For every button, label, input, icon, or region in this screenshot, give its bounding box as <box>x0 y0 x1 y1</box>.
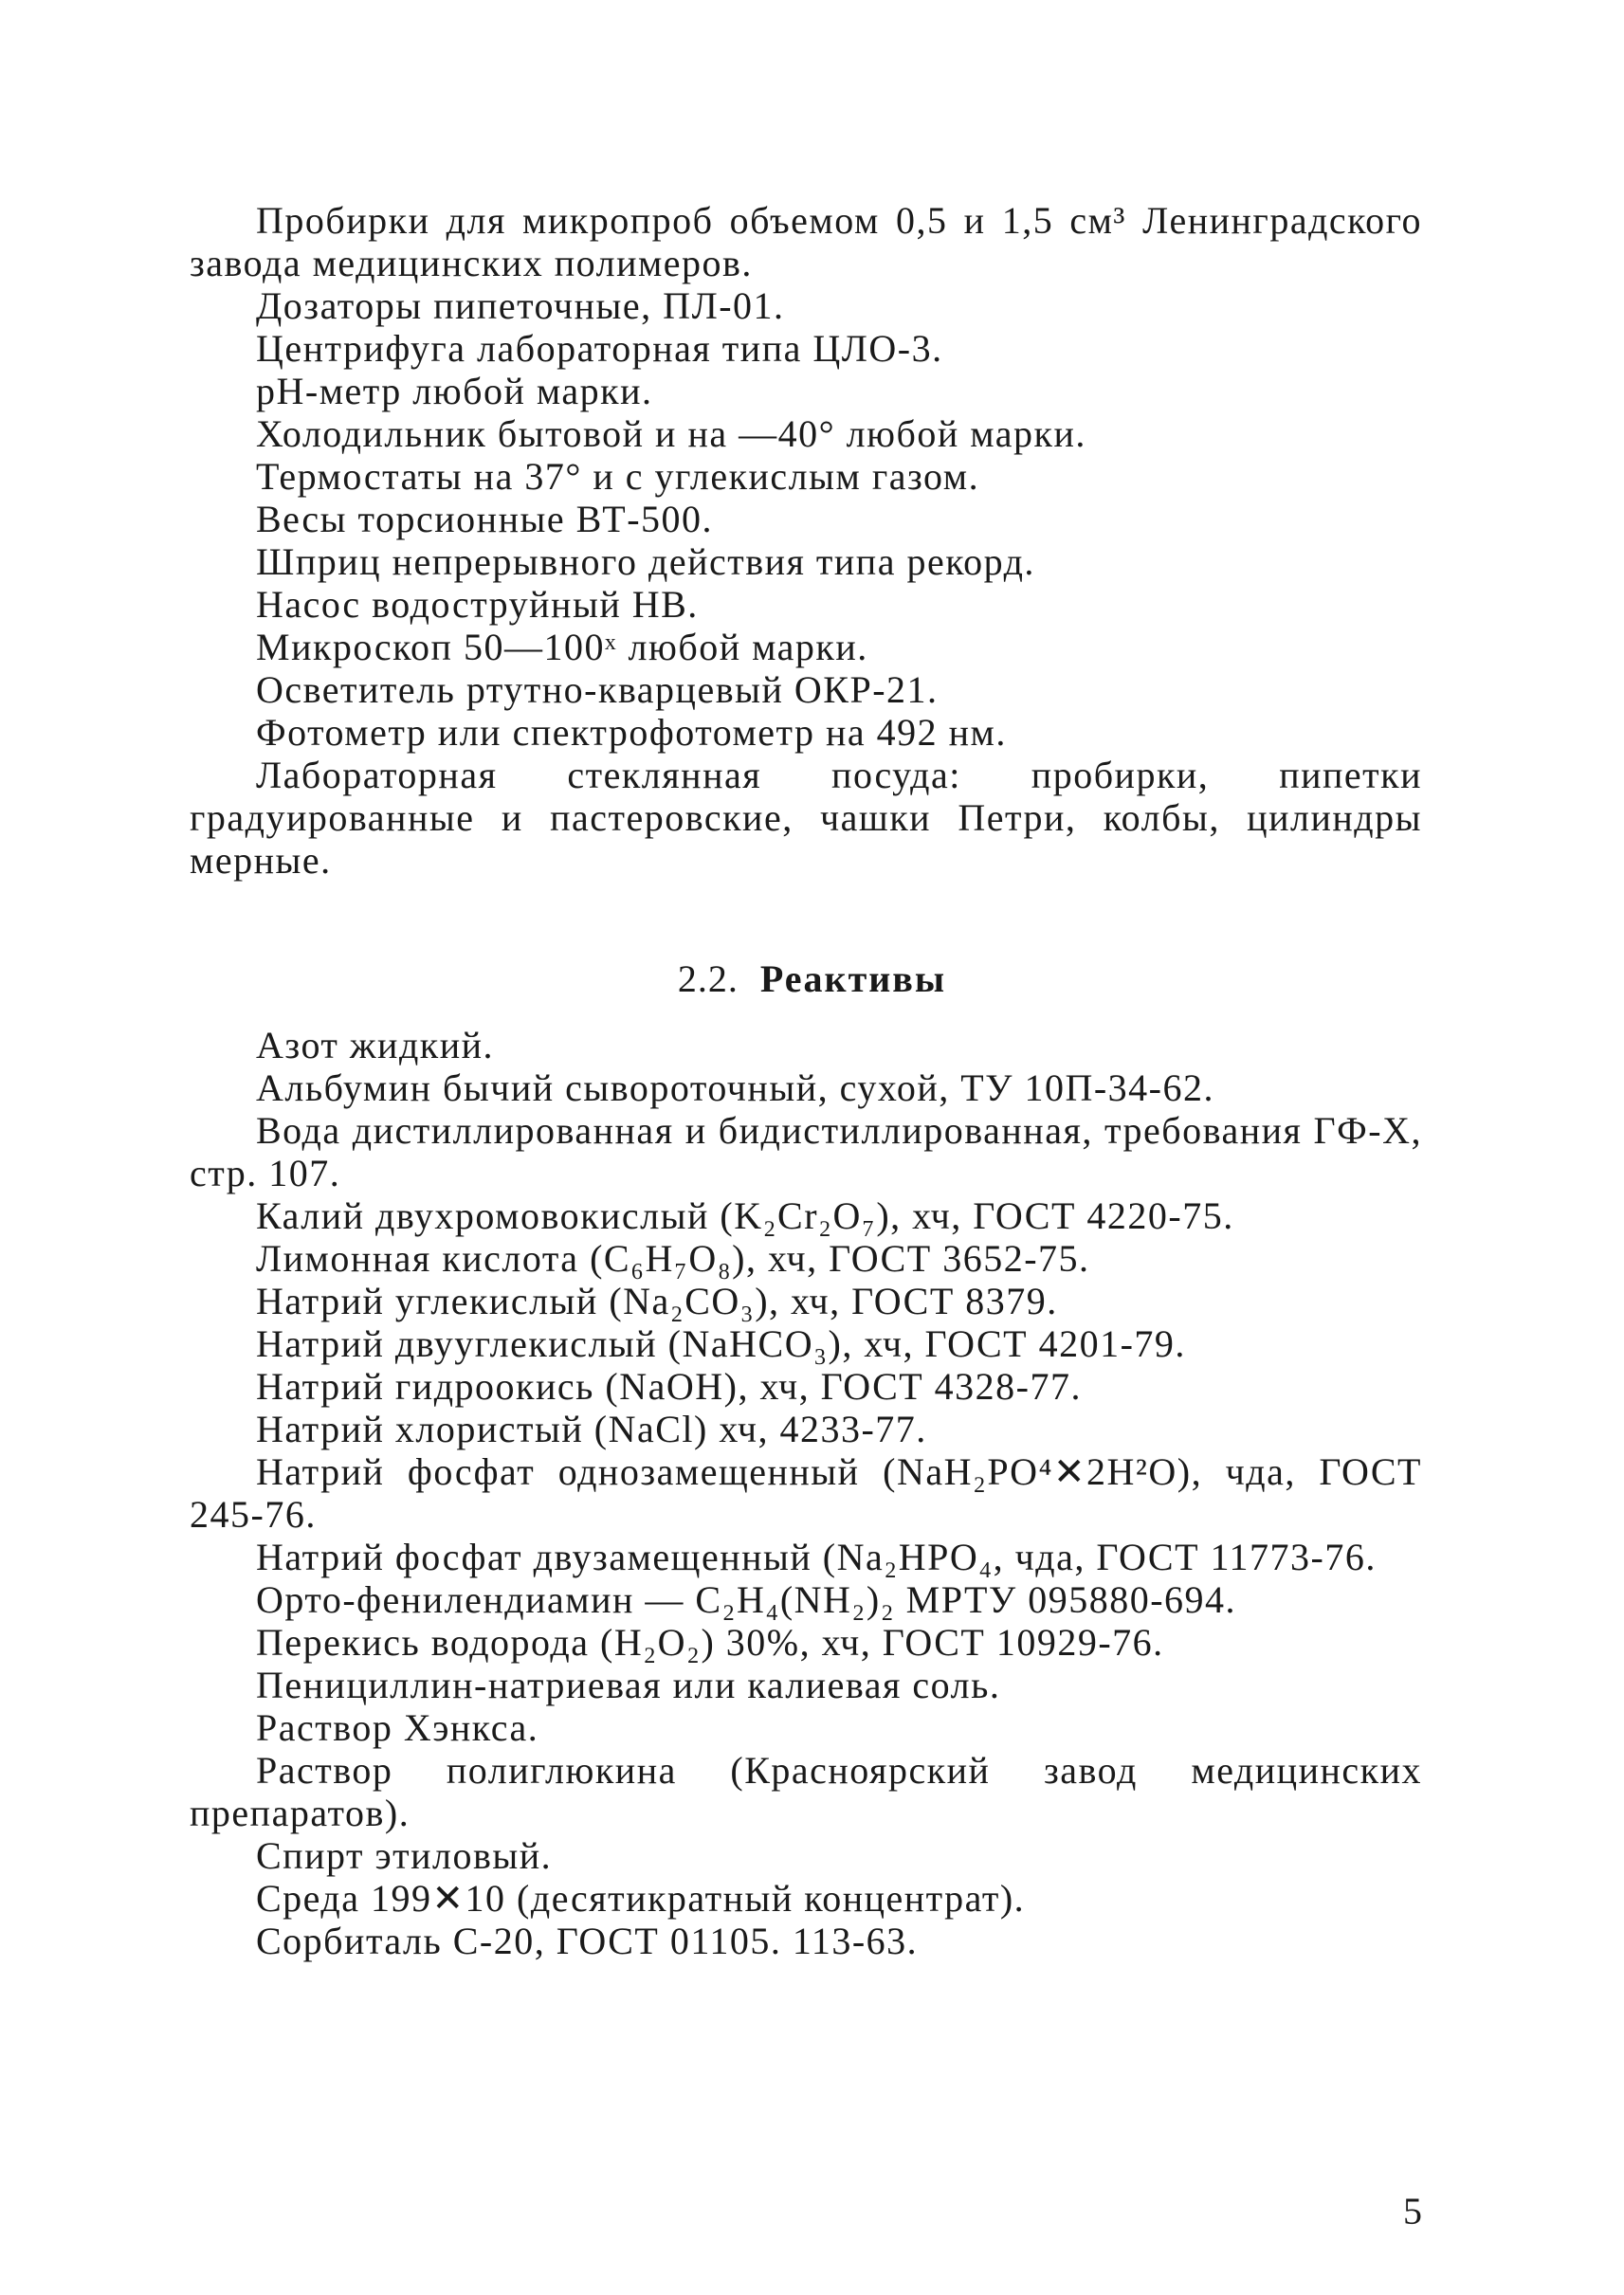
equipment-item: Лабораторная стеклянная посуда: пробирки, пипетки градуированные и пастеровские, чашки Петри, колбы, цилиндры мерные. <box>190 754 1422 882</box>
reagent-item: Натрий углекислый (Na₂CO₃), хч, ГОСТ 8379. <box>256 1280 1058 1322</box>
equipment-item: Шприц непрерывного действия типа рекорд. <box>256 540 1035 583</box>
equipment-item: Пробирки для микропроб объемом 0,5 и 1,5 см³ Ленинградского завода медицинских полимеров. <box>190 199 1422 284</box>
reagent-item: Перекись водорода (H₂O₂) 30%, хч, ГОСТ 10929-76. <box>256 1621 1164 1664</box>
reagent-item: Калий двухромовокислый (K₂Cr₂O₇), хч, ГОСТ 4220-75. <box>256 1194 1234 1237</box>
equipment-item: Осветитель ртутно-кварцевый ОКР-21. <box>256 668 939 711</box>
reagent-item: Раствор полиглюкина (Красноярский завод медицинских препаратов). <box>190 1749 1422 1834</box>
reagent-item: Спирт этиловый. <box>256 1834 553 1877</box>
equipment-item: рН-метр любой марки. <box>256 370 653 412</box>
reagent-item: Лимонная кислота (C₆H₇O₈), хч, ГОСТ 3652-75. <box>256 1237 1090 1280</box>
reagent-item: Натрий гидроокись (NaOH), хч, ГОСТ 4328-77. <box>256 1365 1083 1408</box>
section-number: 2.2. <box>677 957 739 1000</box>
equipment-item: Дозаторы пипеточные, ПЛ-01. <box>256 284 785 327</box>
equipment-item: Термостаты на 37° и с углекислым газом. <box>256 455 980 498</box>
equipment-item: Холодильник бытовой и на —40° любой марки. <box>256 412 1086 455</box>
reagent-item: Среда 199✕10 (десятикратный концентрат). <box>256 1877 1026 1920</box>
equipment-item: Фотометр или спектрофотометр на 492 нм. <box>256 711 1007 754</box>
equipment-item: Весы торсионные ВТ-500. <box>256 498 714 540</box>
reagent-item: Натрий фосфат однозамещенный (NaH₂PO⁴✕2H²O), чда, ГОСТ 245-76. <box>190 1450 1422 1536</box>
reagent-item: Орто-фенилендиамин — C₂H₄(NH₂)₂ МРТУ 095880-694. <box>256 1578 1237 1621</box>
reagent-item: Пенициллин-натриевая или калиевая соль. <box>256 1664 1001 1706</box>
reagent-item: Альбумин бычий сывороточный, сухой, ТУ 10П-34-62. <box>256 1066 1214 1109</box>
section-title: Реактивы <box>759 957 947 1000</box>
equipment-item: Микроскоп 50—100ˣ любой марки. <box>256 626 868 668</box>
page-number: 5 <box>1403 2190 1422 2232</box>
reagent-item: Натрий двууглекислый (NaHCO₃), хч, ГОСТ 4201-79. <box>256 1322 1186 1365</box>
equipment-item: Насос водоструйный НВ. <box>256 583 699 626</box>
reagent-item: Сорбиталь С-20, ГОСТ 01105. 113-63. <box>256 1920 919 1962</box>
reagents-list <box>190 1024 1422 1962</box>
reagent-item: Раствор Хэнкса. <box>256 1706 539 1749</box>
reagent-item: Азот жидкий. <box>256 1024 495 1066</box>
equipment-item: Центрифуга лабораторная типа ЦЛО-3. <box>256 327 943 370</box>
equipment-list <box>190 199 1422 882</box>
reagent-item: Вода дистиллированная и бидистиллированная, требования ГФ-Х, стр. 107. <box>190 1109 1422 1194</box>
reagent-item: Натрий хлористый (NaCl) хч, 4233-77. <box>256 1408 927 1450</box>
section-heading <box>0 957 1624 1000</box>
reagent-item: Натрий фосфат двузамещенный (Na₂HPO₄, чда, ГОСТ 11773-76. <box>256 1536 1377 1578</box>
